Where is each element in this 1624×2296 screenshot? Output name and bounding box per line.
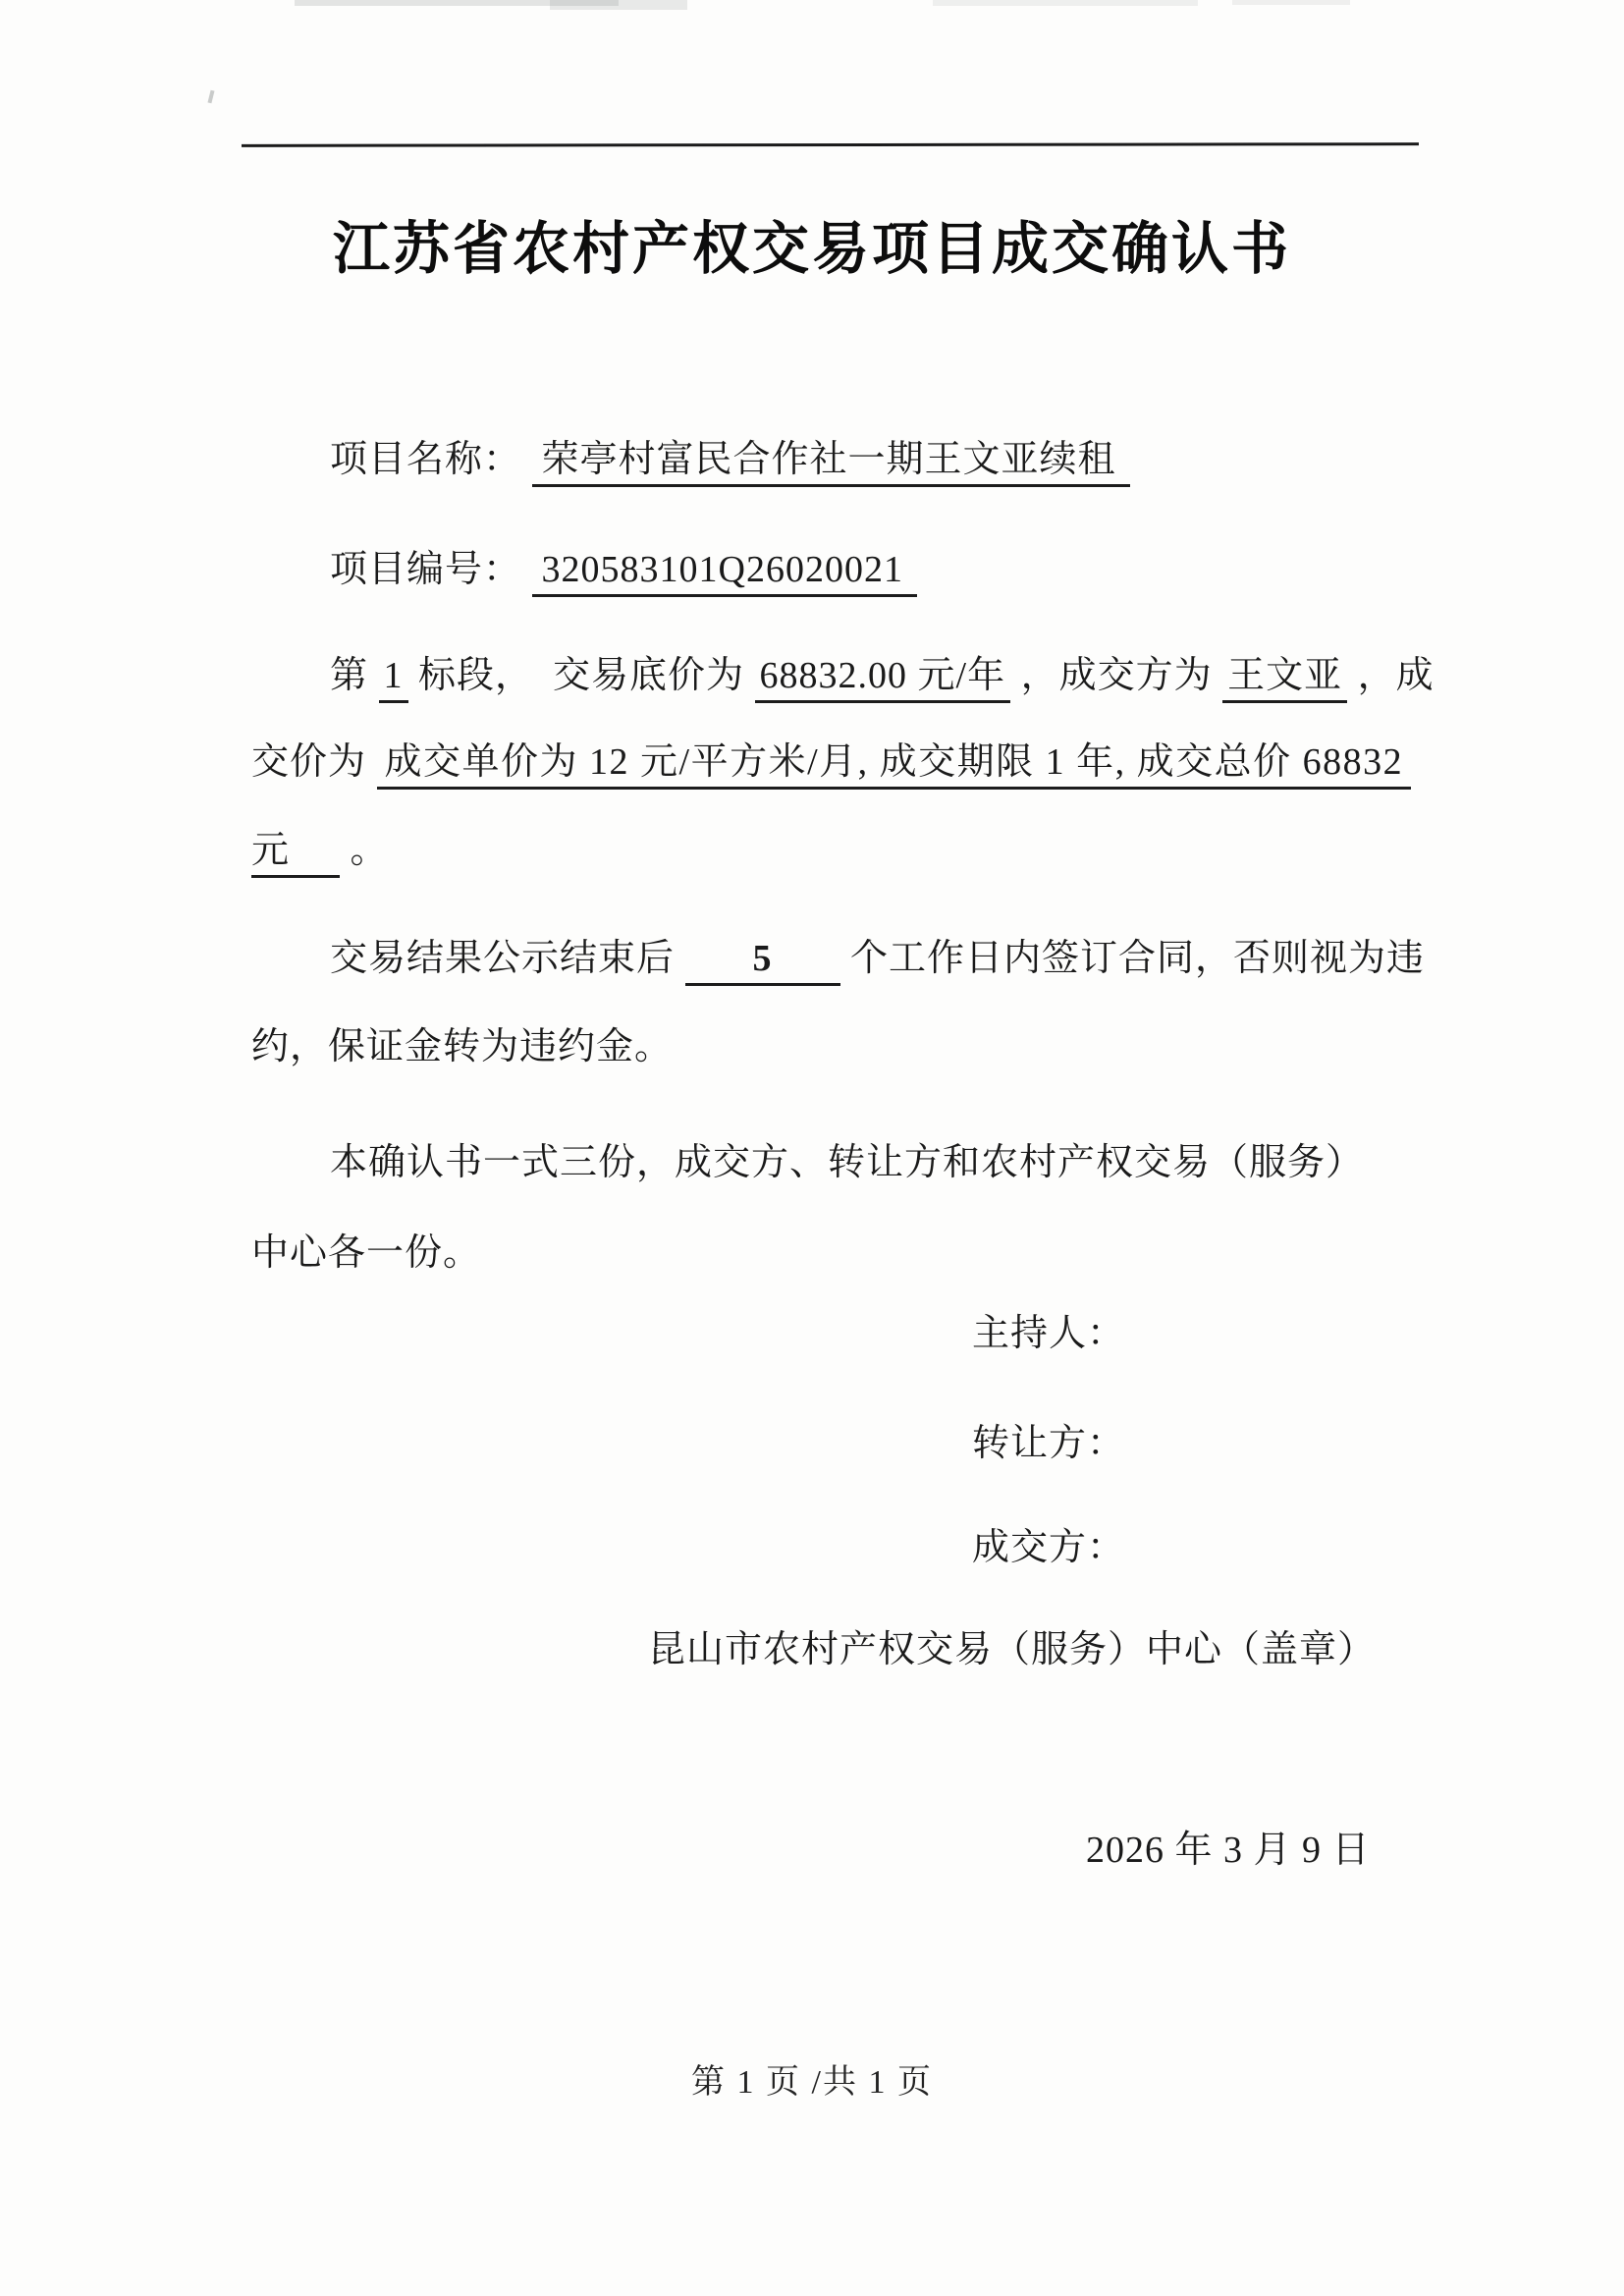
transferor-signature-label xyxy=(972,1420,1125,1467)
project-name-value: 荣亭村富民合作社一期王文亚续租 xyxy=(532,437,1130,487)
scan-artifact xyxy=(550,0,687,10)
deal-paragraph-line2 xyxy=(251,738,1411,790)
deal-text: 交价为 xyxy=(251,741,377,783)
org-seal-line xyxy=(648,1626,1376,1673)
deal-text: 第 xyxy=(330,655,369,696)
copies-paragraph-line2 xyxy=(251,1230,481,1277)
project-code-line xyxy=(330,546,917,597)
deal-paragraph-line1 xyxy=(330,652,1435,703)
project-code-value: 320583101Q26020021 xyxy=(532,547,917,597)
working-days-value: 5 xyxy=(685,936,840,986)
project-name-label: 项目名称： xyxy=(330,439,522,480)
deal-text: ，成 xyxy=(1357,655,1435,696)
deal-price-detail: 成交单价为 12 元/平方米/月, 成交期限 1 年, 成交总价 68832 xyxy=(377,739,1412,790)
project-name-line xyxy=(330,436,1130,487)
transferee-label: 成交方： xyxy=(972,1527,1126,1568)
host-signature-label xyxy=(972,1310,1125,1357)
header-rule xyxy=(242,142,1419,147)
org-seal-text: 昆山市农村产权交易（服务）中心（盖章） xyxy=(648,1629,1377,1670)
host-label: 主持人： xyxy=(972,1313,1126,1354)
contract-text: 个工作日内签订合同，否则视为违 xyxy=(850,938,1426,979)
contract-paragraph-line2 xyxy=(251,1023,673,1070)
transferor-label: 转让方： xyxy=(972,1423,1126,1464)
copies-text: 本确认书一式三份，成交方、转让方和农村产权交易（服务） xyxy=(330,1142,1365,1183)
deal-text: 标段， 交易底价为 xyxy=(418,655,745,696)
base-price-value: 68832.00 元/年 xyxy=(755,653,1011,703)
deal-unit: 元 xyxy=(251,828,340,878)
copies-paragraph-line1 xyxy=(330,1139,1364,1186)
scan-artifact xyxy=(1232,0,1350,5)
transferee-signature-label xyxy=(972,1524,1125,1571)
contract-text: 约，保证金转为违约金。 xyxy=(251,1026,674,1067)
page-number-text: 第 1 页 /共 1 页 xyxy=(691,2064,933,2101)
scan-artifact xyxy=(933,0,1198,6)
copies-text: 中心各一份。 xyxy=(251,1232,482,1274)
winner-name: 王文亚 xyxy=(1222,653,1347,703)
project-code-label: 项目编号： xyxy=(330,549,522,590)
document-title: 江苏省农村产权交易项目成交确认书 xyxy=(332,217,1291,281)
deal-text: ，成交方为 xyxy=(1020,655,1213,696)
date-line xyxy=(1086,1827,1371,1874)
scan-artifact xyxy=(207,90,214,104)
section-number: 1 xyxy=(379,653,408,703)
deal-paragraph-line3 xyxy=(251,827,389,878)
deal-text: 。 xyxy=(350,830,389,871)
contract-paragraph-line1 xyxy=(330,935,1425,986)
page-footer xyxy=(0,2054,1624,2103)
date-value: 2026 年 3 月 9 日 xyxy=(1086,1830,1371,1871)
scan-artifact xyxy=(295,0,619,6)
contract-text: 交易结果公示结束后 xyxy=(330,938,676,979)
